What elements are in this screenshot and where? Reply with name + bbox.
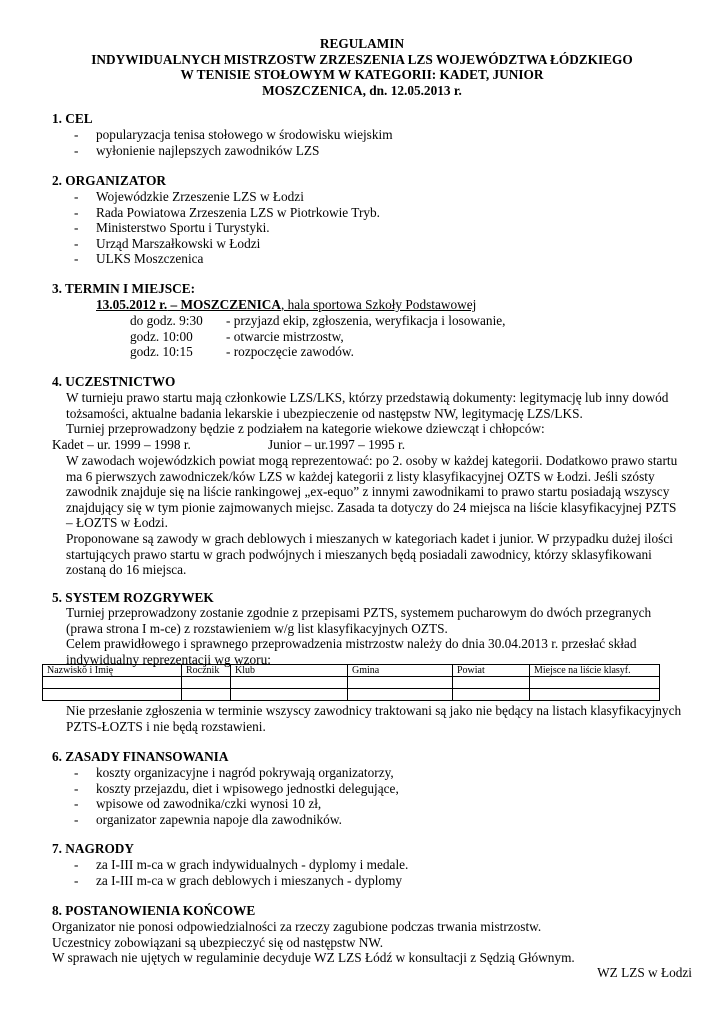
- table-header-cell: Rocznik: [182, 665, 231, 677]
- nagrody-list: [74, 857, 408, 888]
- title-line-4: MOSZCZENICA, dn. 12.05.2013 r.: [262, 82, 462, 98]
- signature: WZ LZS w Łodzi: [597, 965, 692, 980]
- table-cell: [530, 689, 660, 701]
- section-heading-uczestnictwo: 4. UCZESTNICTWO: [52, 374, 176, 389]
- text-line: znajdujący się w tym pionie zajmowanych miejsc. Zasada ta dotyczy do 24 miejsca na liście klasyfikacyjnej PZTS: [66, 499, 677, 515]
- title-line-1: REGULAMIN: [319, 36, 405, 51]
- table-cell: [231, 689, 348, 701]
- list-item: - wpisowe od zawodnika/czki wynosi 10 zł,: [74, 796, 399, 812]
- schedule-row: [130, 344, 506, 360]
- table-row: [43, 689, 660, 701]
- termin-line: [96, 297, 476, 313]
- table-cell: [43, 689, 182, 701]
- schedule-time: godz. 10:00: [130, 328, 193, 344]
- termin-date: 13.05.2012 r.: [96, 297, 168, 312]
- section-heading-termin: 3. TERMIN I MIEJSCE:: [52, 281, 196, 296]
- list-item: - koszty przejazdu, diet i wpisowego jednostki delegujące,: [74, 781, 399, 797]
- section-heading-organizator: 2. ORGANIZATOR: [52, 173, 167, 188]
- text-line: Uczestnicy zobowiązani są ubezpieczyć się od następstw NW.: [52, 934, 384, 950]
- uczestnictwo-text-2: [66, 453, 696, 578]
- text-line: Celem prawidłowego i sprawnego przeprowadzenia mistrzostw należy do dnia 30.04.2013 r. przesłać skład: [66, 636, 637, 652]
- table-row: [43, 677, 660, 689]
- table-cell: [231, 677, 348, 689]
- list-item: - popularyzacja tenisa stołowego w środowisku wiejskim: [74, 127, 393, 143]
- text-line: tożsamości, aktualne badania lekarskie i ubezpieczenie od następstw NW, legitymację LZS/LKS.: [66, 405, 583, 421]
- table-header-cell: Powiat: [453, 665, 530, 677]
- schedule-desc: - rozpoczęcie zawodów.: [226, 344, 354, 360]
- schedule-row: [130, 313, 506, 329]
- schedule: [130, 313, 506, 360]
- list-item: - za I-III m-ca w grach deblowych i mieszanych - dyplomy: [74, 873, 408, 889]
- list-item: - wyłonienie najlepszych zawodników LZS: [74, 143, 393, 159]
- text-line: startujących prawo startu w grach podwójnych i mieszanych będą posiadali zawodnicy, którzy sklasyfikowani: [66, 546, 652, 562]
- list-item: - organizator zapewnia napoje dla zawodników.: [74, 812, 399, 828]
- schedule-time: do godz. 9:30: [130, 313, 203, 328]
- system-text-after: [66, 703, 696, 734]
- table-cell: [43, 677, 182, 689]
- table-header-cell: Miejsce na liście klasyf.: [530, 665, 660, 677]
- text-line: Turniej przeprowadzony będzie z podziałem na kategorie wiekowe dziewcząt i chłopców:: [66, 421, 545, 437]
- title-line-2: INDYWIDUALNYCH MISTRZOSTW ZRZESZENIA LZS WOJEWÓDZTWA ŁÓDZKIEGO: [91, 51, 633, 67]
- list-item: - za I-III m-ca w grach indywidualnych - dyplomy i medale.: [74, 857, 408, 873]
- table-cell: [182, 677, 231, 689]
- schedule-row: [130, 329, 506, 345]
- registration-form-table: [42, 664, 660, 701]
- schedule-desc: - otwarcie mistrzostw,: [226, 328, 344, 344]
- schedule-desc: - przyjazd ekip, zgłoszenia, weryfikacja i losowanie,: [226, 313, 506, 328]
- list-item: - Ministerstwo Sportu i Turystyki.: [74, 220, 380, 236]
- table-header-cell: Klub: [231, 665, 348, 677]
- table-header-cell: Gmina: [348, 665, 453, 677]
- text-line: ma 6 pierwszych zawodniczek/ków LZS w każdej kategorii z listy klasyfikacyjnej OZTS w Łodzi. Jeśli szósty: [66, 468, 655, 484]
- text-line: zostaną do 16 miejsca.: [66, 562, 187, 578]
- finansowanie-list: [74, 765, 399, 827]
- table-cell: [530, 677, 660, 689]
- table-cell: [348, 677, 453, 689]
- text-line: (prawa strona I m-ce) z rozstawieniem w/g list klasyfikacyjnych OZTS.: [66, 620, 448, 636]
- cel-list: [74, 127, 393, 158]
- table-header-cell: Nazwisko i Imię: [43, 665, 182, 677]
- text-line: PZTS-ŁOZTS i nie będą rozstawieni.: [66, 718, 266, 734]
- text-line: W turnieju prawo startu mają członkowie LZS/LKS, którzy przedstawią dokumenty: legitymację lub inny dowód: [66, 390, 669, 405]
- section-heading-cel: 1. CEL: [52, 111, 93, 126]
- age-categories: [52, 437, 405, 453]
- text-line: Proponowane są zawody w grach deblowych i mieszanych w kategoriach kadet i junior. W przypadku dużej ilości: [66, 530, 673, 546]
- table-cell: [453, 689, 530, 701]
- uczestnictwo-text: [66, 390, 696, 437]
- table-cell: [453, 677, 530, 689]
- termin-place: MOSZCZENICA: [180, 297, 281, 312]
- section-heading-finansowanie: 6. ZASADY FINANSOWANIA: [52, 749, 229, 764]
- category-junior: Junior – ur.1997 – 1995 r.: [268, 437, 406, 452]
- text-line: Organizator nie ponosi odpowiedzialności za rzeczy zagubione podczas trwania mistrzostw.: [52, 919, 542, 934]
- termin-place-rest: , hala sportowa Szkoły Podstawowej: [280, 297, 477, 312]
- text-line: W zawodach wojewódzkich powiat mogą reprezentować: po 2. osoby w każdej kategorii. Dodatkowo prawo startu: [66, 453, 678, 468]
- list-item: - Wojewódzkie Zrzeszenie LZS w Łodzi: [74, 189, 380, 205]
- text-line: zawodnik znajduje się na liście rankingowej „ex-equo” z innymi zawodnikami to prawo startu posiadają wszyscy: [66, 484, 670, 500]
- postanowienia-text: [52, 919, 682, 966]
- table-cell: [348, 689, 453, 701]
- text-line: – ŁOZTS w Łodzi.: [66, 515, 168, 531]
- section-heading-postanowienia: 8. POSTANOWIENIA KOŃCOWE: [52, 903, 256, 918]
- table-cell: [182, 689, 231, 701]
- title-line-3: W TENISIE STOŁOWYM W KATEGORII: KADET, JUNIOR: [180, 67, 544, 83]
- text-line: indywidualny reprezentacji wg wzoru:: [66, 651, 271, 667]
- termin-separator: –: [167, 297, 181, 312]
- section-heading-system: 5. SYSTEM ROZGRYWEK: [52, 590, 214, 605]
- text-line: W sprawach nie ujętych w regulaminie decyduje WZ LZS Łódź w konsultacji z Sędzią Głównym.: [52, 950, 575, 966]
- section-heading-nagrody: 7. NAGRODY: [52, 841, 134, 856]
- category-kadet: Kadet – ur. 1999 – 1998 r.: [52, 437, 191, 452]
- schedule-time: godz. 10:15: [130, 344, 193, 360]
- organizator-list: [74, 189, 380, 267]
- table-header-row: [43, 665, 660, 677]
- list-item: - koszty organizacyjne i nagród pokrywają organizatorzy,: [74, 765, 399, 781]
- list-item: - Urząd Marszałkowski w Łodzi: [74, 236, 380, 252]
- system-text: [66, 605, 696, 667]
- text-line: Turniej przeprowadzony zostanie zgodnie z przepisami PZTS, systemem pucharowym do dwóch przegranych: [66, 605, 652, 620]
- list-item: - ULKS Moszczenica: [74, 251, 380, 267]
- list-item: - Rada Powiatowa Zrzeszenia LZS w Piotrkowie Tryb.: [74, 205, 380, 221]
- document-title: [0, 36, 724, 98]
- text-line: Nie przesłanie zgłoszenia w terminie wszyscy zawodnicy traktowani są jako nie będący na listach klasyfikacyjnych: [66, 703, 682, 718]
